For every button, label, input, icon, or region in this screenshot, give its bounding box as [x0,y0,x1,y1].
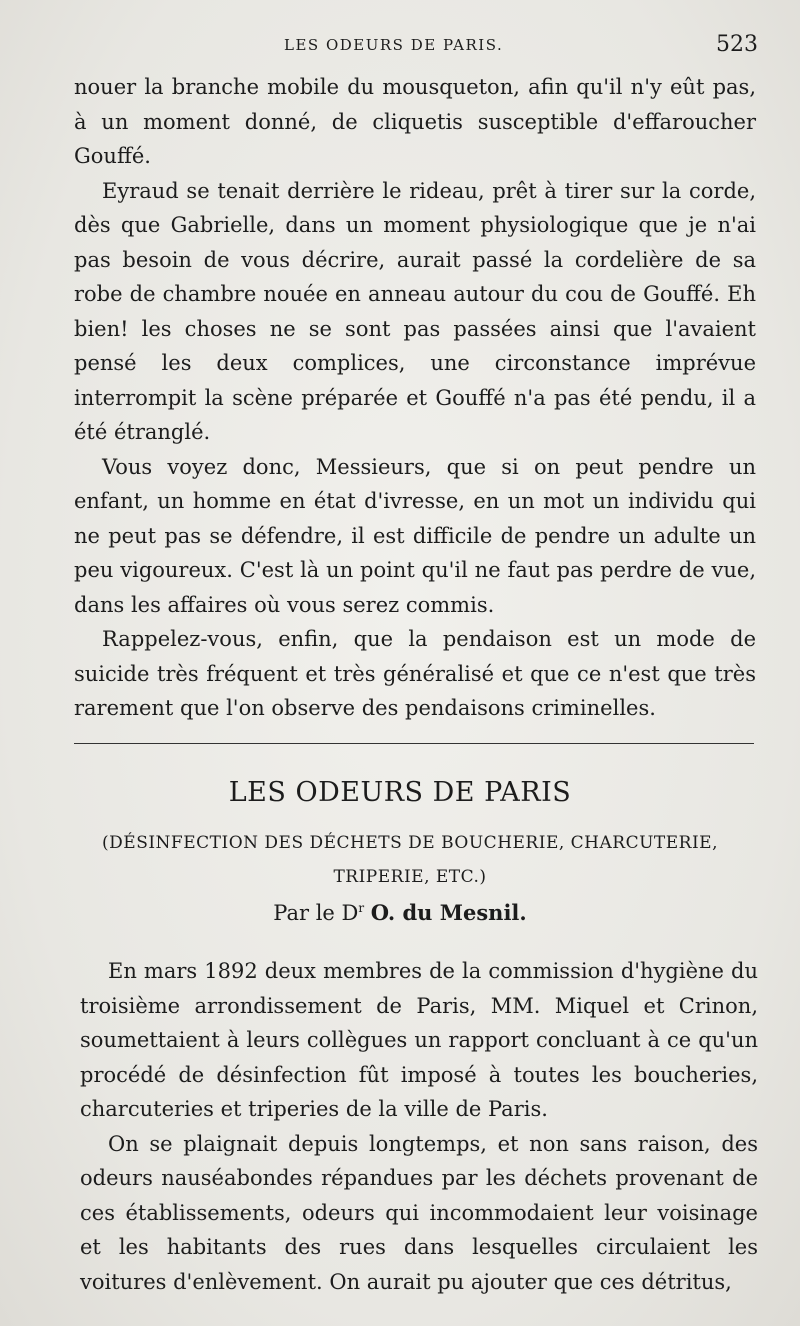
byline-author: O. du Mesnil. [370,900,527,925]
byline-prefix: Par le D [273,901,359,925]
section-divider [74,743,754,744]
article-title: LES ODEURS DE PARIS [228,777,572,808]
paragraph: Rappelez-vous, enfin, que la pendaison est un mode de suicide très fréquent et très généralisé et que ce n'est que très rarement que l'on observe des pendaisons criminelles. [74,627,756,720]
article-body [80,954,758,1299]
paragraph: nouer la branche mobile du mousqueton, afin qu'il n'y eût pas, à un moment donné, de cliquetis susceptible d'effaroucher Gouffé. [74,75,756,168]
byline [0,900,800,925]
paragraph: Vous voyez donc, Messieurs, que si on peut pendre un enfant, un homme en état d'ivresse, en un mot un individu qui ne peut pas se défendre, il est difficile de pendre un adulte un peu vigoureux. C'est là un point qu'il ne faut pas perdre de vue, dans les affaires où vous serez commis. [74,454,756,617]
running-title: LES ODEURS DE PARIS. [284,36,504,54]
paragraph: En mars 1892 deux membres de la commission d'hygiène du troisième arrondissement de Paris, MM. Miquel et Crinon, soumettaient à leurs collègues un rapport concluant à ce qu'un procédé de désinfection fût imposé à toutes les boucheries, charcuteries et triperies de la ville de Paris. [80,959,758,1121]
page-number: 523 [716,32,758,57]
article-subtitle: (DÉSINFECTION DES DÉCHETS DE BOUCHERIE, CHARCUTERIE, TRIPERIE, ETC.) [102,833,718,887]
continued-text [74,70,756,726]
running-head [0,32,800,60]
paragraph: On se plaignait depuis longtemps, et non sans raison, des odeurs nauséabondes répandues par les déchets provenant de ces établissements, odeurs qui incommodaient leur voisinage et les habitants des rues dans lesquelles circulaient les voitures d'enlèvement. On aurait pu ajouter que ces détritus, [80,1131,758,1294]
byline-superscript: r [358,901,365,915]
paragraph: Eyraud se tenait derrière le rideau, prêt à tirer sur la corde, dès que Gabrielle, dans un moment physiologique que je n'ai pas besoin de vous décrire, aurait passé la cordelière de sa robe de chambre nouée en anneau autour du cou de Gouffé. Eh bien! les choses ne se sont pas passées ainsi que l'avaient pensé les deux complices, une circonstance imprévue interrompit la scène préparée et Gouffé n'a pas été pendu, il a été étranglé. [74,178,756,444]
